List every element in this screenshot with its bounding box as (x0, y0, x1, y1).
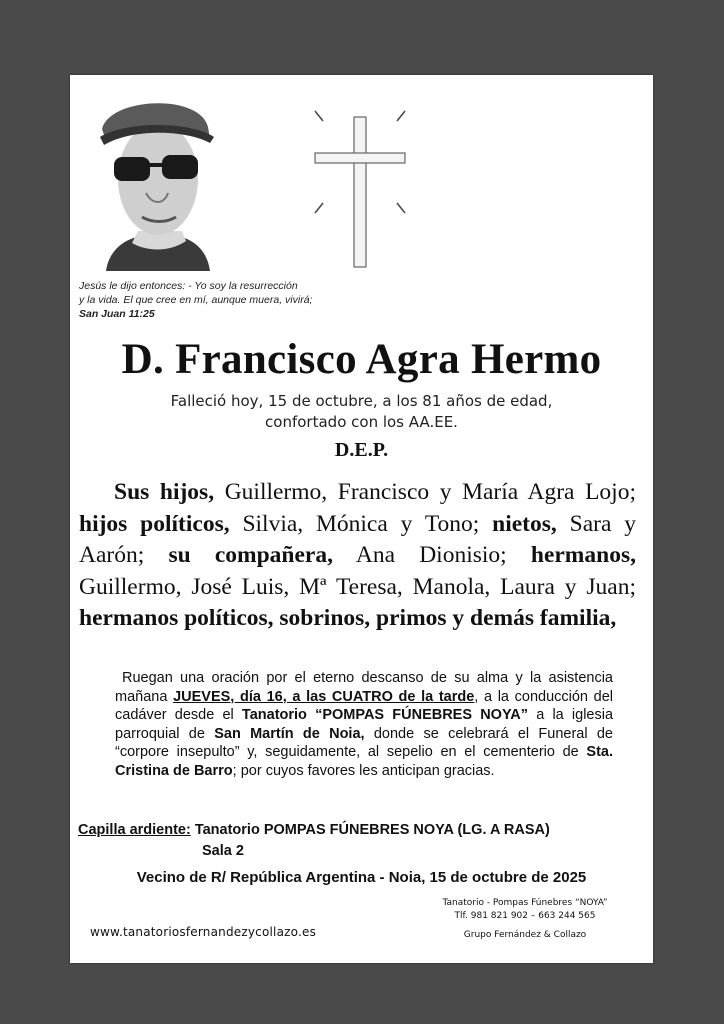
funeral-home-info (410, 897, 640, 942)
family-group: nietos, (492, 510, 557, 537)
family-names: Sara y Aarón; (79, 510, 636, 568)
family-names: Silvia, Mónica y Tono; (229, 510, 493, 537)
prayer-text: ; por cuyos favores les anticipan gracias. (232, 762, 495, 779)
quote-line: y la vida. El que cree en mí, aunque muera, vivirá; (79, 294, 313, 306)
chapel-label: Capilla ardiente: (78, 822, 191, 838)
prayer-paragraph (115, 669, 613, 780)
quote-line: Jesús le dijo entonces: - Yo soy la resurrección (79, 280, 298, 292)
prayer-text: , a la conducción del cadáver desde el (115, 688, 613, 723)
family-group: hermanos, (530, 542, 636, 568)
cemetery-name: Sta. Cristina de Barro (115, 744, 613, 779)
death-line: Falleció hoy, 15 de octubre, a los 81 años de edad, (170, 392, 553, 410)
bible-quote (79, 279, 379, 321)
family-group: su compañera, (168, 542, 333, 568)
chapel-place: Tanatorio POMPAS FÚNEBRES NOYA (LG. A RASA) (190, 822, 550, 838)
prayer-text: a la iglesia parroquial de (115, 707, 614, 742)
prayer-text: donde se celebrará el Funeral de “corpore insepulto” y, seguidamente, al sepelio en el cementerio de (115, 725, 613, 760)
family-group: hermanos políticos, sobrinos, primos y demás familia, (79, 605, 617, 631)
dep-heading: D.E.P. (334, 439, 389, 461)
quote-reference: San Juan 11:25 (79, 308, 155, 320)
prayer-text: Ruegan una oración por el eterno descanso de su alma y la asistencia mañana (115, 670, 613, 705)
cross-icon (305, 103, 415, 273)
church-name: San Martín de Noia, (214, 725, 365, 742)
service-date: JUEVES, día 16, a las CUATRO de la tarde (173, 688, 475, 705)
family-group: Sus hijos, (114, 479, 215, 505)
funeral-group-name: Grupo Fernández & Collazo (463, 930, 587, 940)
obituary-sheet (70, 75, 653, 963)
family-names: Guillermo, José Luis, Mª Teresa, Manola, Laura y Juan; (79, 573, 636, 600)
funeral-home-name: Tanatorio - Pompas Fúnebres “NOYA” (442, 898, 608, 908)
website-link[interactable]: www.tanatoriosfernandezycollazo.es (90, 925, 317, 939)
family-names: Ana Dionisio; (332, 542, 531, 568)
deceased-name: D. Francisco Agra Hermo (121, 336, 602, 383)
deceased-photo (96, 93, 218, 271)
chapel-room: Sala 2 (202, 843, 244, 859)
funeral-home-phones: Tlf. 981 821 902 – 663 244 565 (454, 911, 596, 921)
death-notice (70, 391, 653, 433)
death-line: confortado con los AA.EE. (265, 413, 458, 431)
residence-line: Vecino de R/ República Argentina - Noia, 15 de octubre de 2025 (136, 869, 587, 886)
family-names: Guillermo, Francisco y María Agra Lojo; (214, 479, 636, 505)
family-paragraph (79, 477, 636, 635)
family-group: hijos políticos, (79, 510, 230, 537)
origin-place: Tanatorio “POMPAS FÚNEBRES NOYA” (241, 707, 529, 723)
chapel-info (78, 820, 638, 862)
